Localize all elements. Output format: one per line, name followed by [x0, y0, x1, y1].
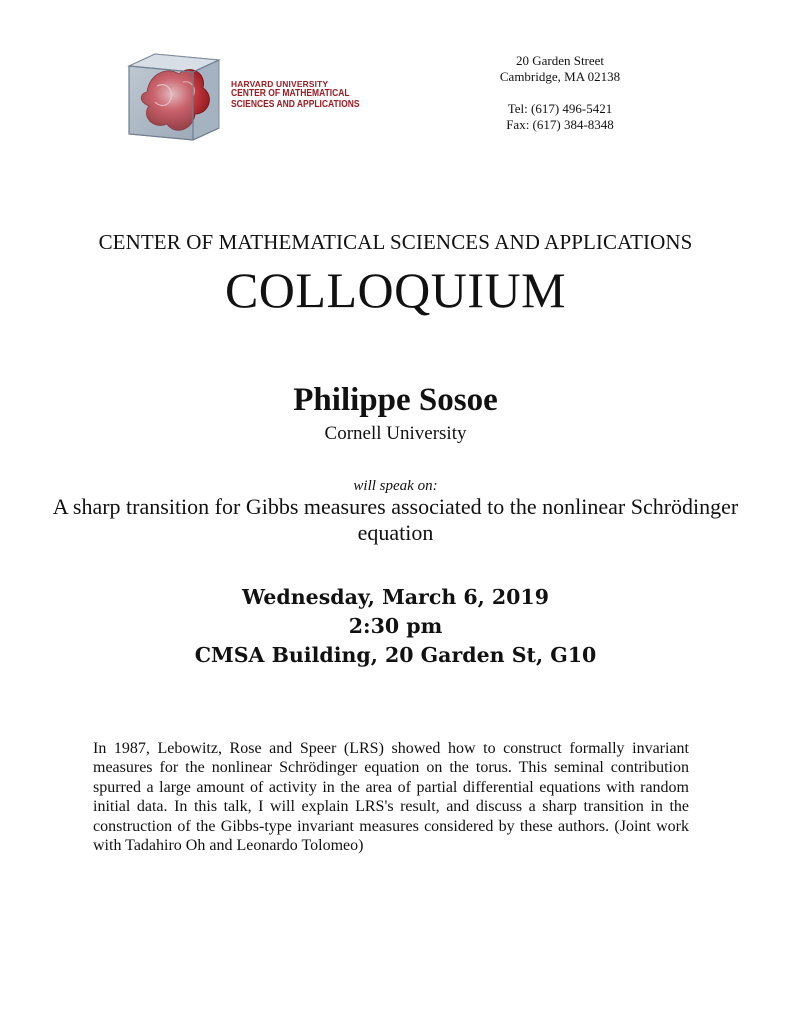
address-fax: Fax: (617) 384-8348	[506, 117, 614, 132]
logo-center-line2: SCIENCES AND APPLICATIONS	[231, 99, 360, 111]
logo-university-name: HARVARD UNIVERSITY	[231, 79, 329, 89]
speaker-name: Philippe Sosoe	[293, 382, 498, 418]
cmsa-cube-logo-icon	[127, 52, 221, 142]
center-name-heading: CENTER OF MATHEMATICAL SCIENCES AND APPLICATIONS	[98, 230, 693, 254]
event-date: Wednesday, March 6, 2019	[242, 585, 549, 609]
address-spacer	[470, 85, 650, 101]
will-speak-intro: will speak on:	[353, 478, 438, 494]
address-city: Cambridge, MA 02138	[499, 69, 621, 84]
event-location: CMSA Building, 20 Garden St, G10	[194, 643, 597, 667]
speaker-affiliation: Cornell University	[324, 423, 467, 444]
event-time: 2:30 pm	[348, 614, 443, 638]
address-street: 20 Garden Street	[515, 53, 605, 68]
address-telephone: Tel: (617) 496-5421	[507, 101, 613, 116]
logo-wordmark	[231, 80, 381, 110]
talk-abstract: In 1987, Lebowitz, Rose and Speer (LRS) showed how to construct formally invariant measures for the nonlinear Schrödinger equation on the torus. This seminal contribution spurred a large amount of activity in the area of partial differential equations with random initial data. In this talk, I will explain LRS's result, and discuss a sharp transition in the construction of the Gibbs-type invariant measures considered by these authors. (Joint work with Tadahiro Oh and Leonardo Tolomeo)	[93, 740, 689, 855]
address-block	[470, 53, 650, 133]
logo-center-line1: CENTER OF MATHEMATICAL	[231, 88, 350, 100]
talk-title: A sharp transition for Gibbs measures associated to the nonlinear Schrödinger equation	[52, 494, 739, 545]
colloquium-title: COLLOQUIUM	[224, 262, 567, 318]
